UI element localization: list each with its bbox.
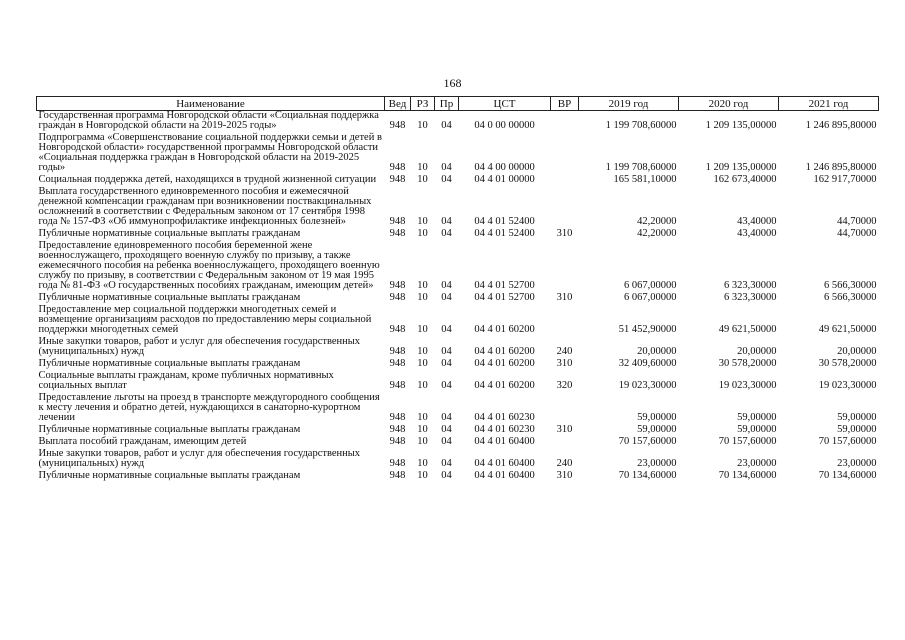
cell-pr: 04 <box>441 292 452 303</box>
cell-2021: 44,70000 <box>837 216 877 227</box>
cell-2020: 1 209 135,00000 <box>705 120 777 131</box>
cell-2021: 30 578,20000 <box>818 358 877 369</box>
cell-pr: 04 <box>441 346 452 357</box>
cell-2020: 70 134,60000 <box>718 470 777 481</box>
cell-rz: 10 <box>417 458 428 469</box>
cell-pr: 04 <box>441 280 452 291</box>
cell-2020: 6 323,30000 <box>724 292 777 303</box>
cell-cst: 04 4 00 00000 <box>474 162 535 173</box>
cell-2020: 23,00000 <box>737 458 777 469</box>
cell-2019: 51 452,90000 <box>618 324 677 335</box>
cell-rz: 10 <box>417 228 428 239</box>
cell-ved: 948 <box>389 292 406 303</box>
column-header-ved: Вед <box>385 97 411 111</box>
cell-ved: 948 <box>389 120 406 131</box>
cell-2020: 30 578,20000 <box>718 358 777 369</box>
cell-2021: 19 023,30000 <box>818 380 877 391</box>
cell-rz: 10 <box>417 174 428 185</box>
cell-ved: 948 <box>389 228 406 239</box>
cell-2021: 6 566,30000 <box>824 280 877 291</box>
cell-name: Выплата пособий гражданам, имеющим детей <box>38 436 247 447</box>
cell-name: Иные закупки товаров, работ и услуг для обеспечения государственных (муниципальных) нужд <box>38 448 361 469</box>
cell-2020: 20,00000 <box>737 346 777 357</box>
cell-rz: 10 <box>417 470 428 481</box>
cell-2020: 59,00000 <box>737 412 777 423</box>
cell-2020: 19 023,30000 <box>718 380 777 391</box>
column-header-2021: 2021 год <box>779 97 879 111</box>
cell-2019: 42,20000 <box>637 216 677 227</box>
cell-2019: 70 157,60000 <box>618 436 677 447</box>
cell-pr: 04 <box>441 436 452 447</box>
cell-rz: 10 <box>417 280 428 291</box>
cell-2020: 43,40000 <box>737 216 777 227</box>
cell-name: Государственная программа Новгородской области «Социальная поддержка граждан в Новгородской области на 2019-2025 годы» <box>38 110 379 131</box>
cell-ved: 948 <box>389 424 406 435</box>
cell-pr: 04 <box>441 358 452 369</box>
cell-cst: 04 4 01 60200 <box>474 346 535 357</box>
cell-2020: 49 621,50000 <box>718 324 777 335</box>
cell-ved: 948 <box>389 280 406 291</box>
cell-rz: 10 <box>417 358 428 369</box>
cell-vr <box>551 175 579 187</box>
cell-2019: 59,00000 <box>637 412 677 423</box>
cell-name: Предоставление мер социальной поддержки многодетных семей и возмещение организациям расходов по предоставлению меры социальной поддержки многодетных семей <box>38 304 372 335</box>
cell-ved: 948 <box>389 470 406 481</box>
column-header-name: Наименование <box>37 97 385 111</box>
cell-rz: 10 <box>417 162 428 173</box>
cell-2020: 1 209 135,00000 <box>705 162 777 173</box>
cell-ved: 948 <box>389 436 406 447</box>
table-row <box>37 371 879 393</box>
cell-rz: 10 <box>417 424 428 435</box>
table-row <box>37 337 879 359</box>
cell-vr: 310 <box>556 228 573 239</box>
cell-ved: 948 <box>389 358 406 369</box>
cell-vr <box>551 241 579 293</box>
table-row <box>37 187 879 229</box>
cell-name: Предоставление единовременного пособия беременной жене военнослужащего, проходящего военную службу по призыву, а также ежемесячного пособия на ребенка военнослужащего, проходящего военную службу по призыву, в соответствии с Федеральным законом от 19 мая 1995 года № 81-ФЗ «О государственных пособиях гражданам, имеющим детей» <box>38 240 380 291</box>
cell-name: Публичные нормативные социальные выплаты гражданам <box>38 424 301 435</box>
page-number: 168 <box>443 76 462 90</box>
cell-2021: 23,00000 <box>837 458 877 469</box>
cell-name: Публичные нормативные социальные выплаты гражданам <box>38 470 301 481</box>
table-row <box>37 305 879 337</box>
cell-rz: 10 <box>417 216 428 227</box>
cell-2021: 162 917,70000 <box>813 174 877 185</box>
cell-2019: 70 134,60000 <box>618 470 677 481</box>
cell-pr: 04 <box>441 458 452 469</box>
cell-2021: 59,00000 <box>837 412 877 423</box>
cell-ved: 948 <box>389 162 406 173</box>
cell-2020: 162 673,40000 <box>713 174 777 185</box>
cell-vr <box>551 111 579 134</box>
cell-rz: 10 <box>417 436 428 447</box>
table-row <box>37 241 879 293</box>
cell-pr: 04 <box>441 162 452 173</box>
cell-2021: 1 246 895,80000 <box>805 120 877 131</box>
cell-ved: 948 <box>389 174 406 185</box>
cell-name: Предоставление льготы на проезд в транспорте междугородного сообщения к месту лечения и обратно детей, нуждающихся в санаторно-курортном лечении <box>38 392 380 423</box>
cell-ved: 948 <box>389 216 406 227</box>
cell-vr: 310 <box>556 292 573 303</box>
cell-2019: 20,00000 <box>637 346 677 357</box>
cell-pr: 04 <box>441 174 452 185</box>
budget-table <box>36 96 879 483</box>
cell-vr <box>551 305 579 337</box>
cell-vr: 240 <box>556 346 573 357</box>
cell-2021: 70 134,60000 <box>818 470 877 481</box>
table-row <box>37 393 879 425</box>
cell-2019: 165 581,10000 <box>613 174 677 185</box>
cell-cst: 04 4 01 60400 <box>474 436 535 447</box>
cell-vr <box>551 437 579 449</box>
cell-cst: 04 4 01 60200 <box>474 324 535 335</box>
cell-cst: 04 0 00 00000 <box>474 120 535 131</box>
cell-vr: 320 <box>556 380 573 391</box>
cell-rz: 10 <box>417 380 428 391</box>
cell-rz: 10 <box>417 412 428 423</box>
cell-rz: 10 <box>417 324 428 335</box>
cell-name: Подпрограмма «Совершенствование социальной поддержки семьи и детей в Новгородской области» государственной программы Новгородской области «Социальная поддержка граждан в Новгородской области на 2019-2025 годы» <box>38 132 382 173</box>
cell-vr <box>551 133 579 175</box>
table-row <box>37 111 879 134</box>
cell-cst: 04 4 01 00000 <box>474 174 535 185</box>
column-header-vr: ВР <box>551 97 579 111</box>
cell-pr: 04 <box>441 324 452 335</box>
cell-2020: 59,00000 <box>737 424 777 435</box>
cell-pr: 04 <box>441 470 452 481</box>
cell-2019: 6 067,00000 <box>624 280 677 291</box>
cell-name: Социальная поддержка детей, находящихся в трудной жизненной ситуации <box>38 174 377 185</box>
cell-cst: 04 4 01 52400 <box>474 228 535 239</box>
cell-ved: 948 <box>389 346 406 357</box>
cell-2021: 44,70000 <box>837 228 877 239</box>
cell-ved: 948 <box>389 324 406 335</box>
cell-cst: 04 4 01 60400 <box>474 470 535 481</box>
column-header-pr: Пр <box>435 97 459 111</box>
cell-2021: 59,00000 <box>837 424 877 435</box>
cell-cst: 04 4 01 52400 <box>474 216 535 227</box>
cell-pr: 04 <box>441 228 452 239</box>
cell-2020: 6 323,30000 <box>724 280 777 291</box>
column-header-2020: 2020 год <box>679 97 779 111</box>
cell-vr: 240 <box>556 458 573 469</box>
cell-pr: 04 <box>441 424 452 435</box>
cell-pr: 04 <box>441 380 452 391</box>
cell-cst: 04 4 01 52700 <box>474 280 535 291</box>
cell-2021: 6 566,30000 <box>824 292 877 303</box>
cell-cst: 04 4 01 52700 <box>474 292 535 303</box>
cell-cst: 04 4 01 60200 <box>474 358 535 369</box>
cell-cst: 04 4 01 60230 <box>474 424 535 435</box>
table-row <box>37 471 879 483</box>
cell-name: Социальные выплаты гражданам, кроме публичных нормативных социальных выплат <box>38 370 334 391</box>
cell-pr: 04 <box>441 120 452 131</box>
cell-vr <box>551 187 579 229</box>
cell-ved: 948 <box>389 458 406 469</box>
cell-rz: 10 <box>417 346 428 357</box>
cell-vr: 310 <box>556 358 573 369</box>
cell-cst: 04 4 01 60400 <box>474 458 535 469</box>
table-row <box>37 449 879 471</box>
column-header-rz: РЗ <box>411 97 435 111</box>
cell-2021: 20,00000 <box>837 346 877 357</box>
cell-vr <box>551 393 579 425</box>
cell-2020: 43,40000 <box>737 228 777 239</box>
cell-name: Публичные нормативные социальные выплаты гражданам <box>38 228 301 239</box>
cell-2019: 42,20000 <box>637 228 677 239</box>
cell-cst: 04 4 01 60200 <box>474 380 535 391</box>
table-header-row <box>37 97 879 111</box>
cell-2021: 49 621,50000 <box>818 324 877 335</box>
cell-2020: 70 157,60000 <box>718 436 777 447</box>
cell-pr: 04 <box>441 216 452 227</box>
cell-2019: 23,00000 <box>637 458 677 469</box>
column-header-2019: 2019 год <box>579 97 679 111</box>
cell-2019: 6 067,00000 <box>624 292 677 303</box>
cell-2019: 32 409,60000 <box>618 358 677 369</box>
column-header-cst: ЦСТ <box>459 97 551 111</box>
cell-2019: 1 199 708,60000 <box>605 162 677 173</box>
cell-vr: 310 <box>556 470 573 481</box>
cell-name: Публичные нормативные социальные выплаты гражданам <box>38 358 301 369</box>
cell-2019: 19 023,30000 <box>618 380 677 391</box>
cell-ved: 948 <box>389 380 406 391</box>
cell-name: Иные закупки товаров, работ и услуг для обеспечения государственных (муниципальных) нужд <box>38 336 361 357</box>
table-body <box>37 111 879 484</box>
cell-ved: 948 <box>389 412 406 423</box>
cell-2021: 1 246 895,80000 <box>805 162 877 173</box>
cell-pr: 04 <box>441 412 452 423</box>
cell-vr: 310 <box>556 424 573 435</box>
cell-2019: 59,00000 <box>637 424 677 435</box>
table-row <box>37 133 879 175</box>
cell-name: Выплата государственного единовременного пособия и ежемесячной денежной компенсации гражданам при возникновении поствакцинальных осложнений в соответствии с Федеральным законом от 17 сентября 1998 года № 157-ФЗ «Об иммунопрофилактике инфекционных болезней» <box>38 186 372 227</box>
cell-2019: 1 199 708,60000 <box>605 120 677 131</box>
cell-rz: 10 <box>417 292 428 303</box>
cell-cst: 04 4 01 60230 <box>474 412 535 423</box>
cell-2021: 70 157,60000 <box>818 436 877 447</box>
cell-rz: 10 <box>417 120 428 131</box>
cell-name: Публичные нормативные социальные выплаты гражданам <box>38 292 301 303</box>
